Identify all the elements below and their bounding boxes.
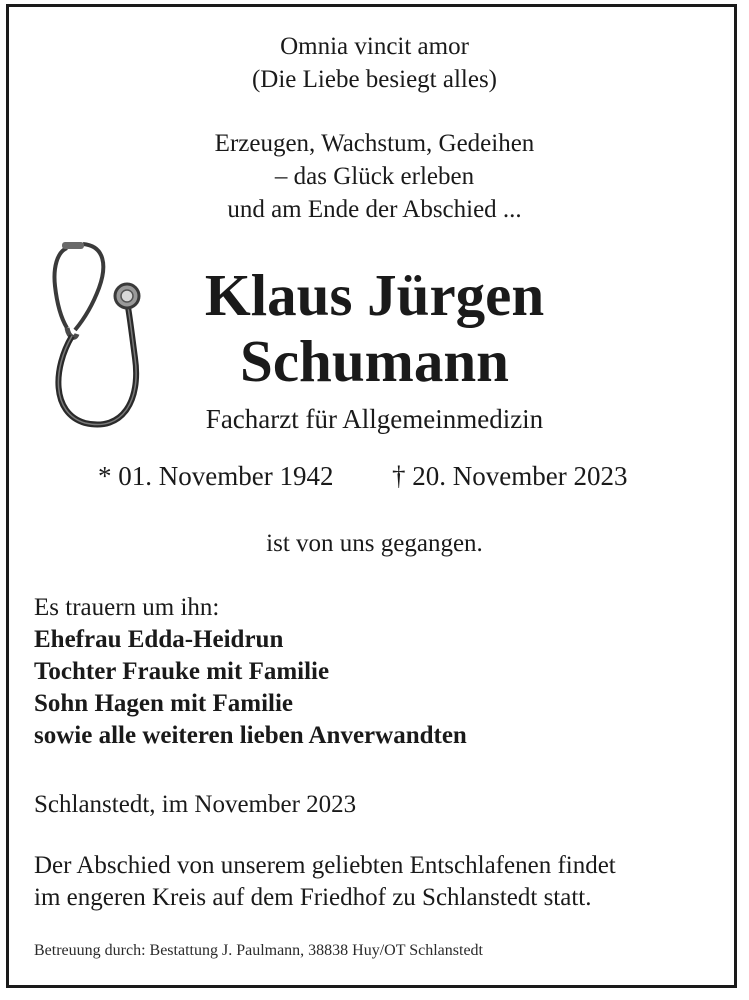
passing-text: ist von uns gegangen.: [266, 530, 483, 557]
undertaker-credit: Betreuung durch: Bestattung J. Paulmann, 38838 Huy/OT Schlanstedt: [34, 942, 483, 959]
deceased-first-name: Klaus Jürgen: [204, 262, 545, 328]
deceased-last-name: Schumann: [240, 328, 509, 394]
motto-translation: (Die Liebe besiegt alles): [251, 66, 498, 93]
deceased-name: [0, 262, 749, 394]
mourner-name: Tochter Frauke mit Familie: [34, 658, 330, 685]
mourner-name: Sohn Hagen mit Familie: [34, 690, 294, 717]
mourner-name: Ehefrau Edda-Heidrun: [34, 626, 284, 653]
farewell-notice-line: im engeren Kreis auf dem Friedhof zu Schlanstedt statt.: [34, 884, 592, 911]
mourners-intro: Es trauern um ihn:: [34, 594, 220, 621]
place-date: Schlanstedt, im November 2023: [34, 791, 357, 818]
farewell-notice: [34, 850, 616, 914]
death-date: † 20. November 2023: [392, 461, 628, 491]
motto-line: Omnia vincit amor: [280, 33, 469, 60]
motto: [0, 30, 749, 96]
deceased-profession: Facharzt für Allgemeinmedizin: [205, 404, 544, 434]
birth-date: * 01. November 1942: [98, 461, 334, 491]
poem: [0, 127, 749, 226]
poem-line: – das Glück erleben: [274, 163, 475, 190]
mourners-block: [34, 592, 467, 752]
poem-line: und am Ende der Abschied ...: [227, 196, 522, 223]
mourner-name: sowie alle weiteren lieben Anverwandten: [34, 722, 467, 749]
poem-line: Erzeugen, Wachstum, Gedeihen: [214, 130, 535, 157]
farewell-notice-line: Der Abschied von unserem geliebten Entschlafenen findet: [34, 852, 616, 879]
